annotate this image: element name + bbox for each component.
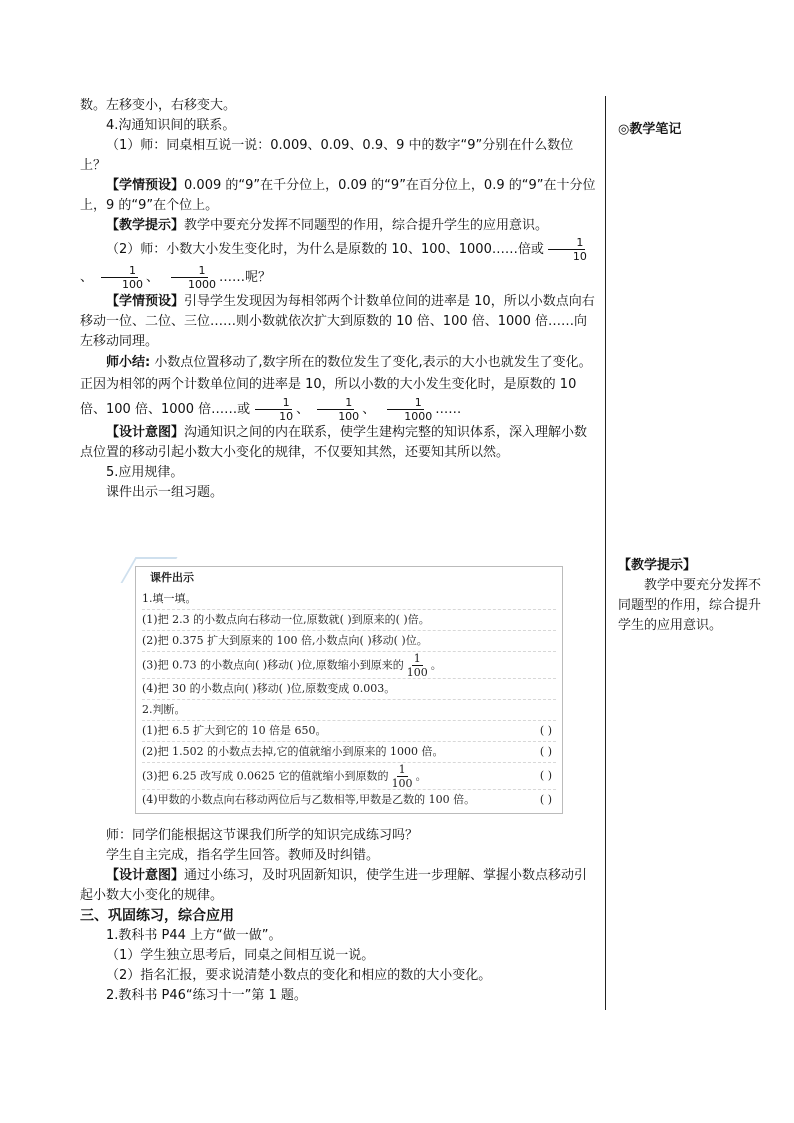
column-divider bbox=[605, 96, 606, 1010]
tag-label: 【学情预设】 bbox=[106, 294, 185, 309]
exercise-item: (3)把 6.25 改写成 0.0625 它的值就缩小到原数的 $\frac{1}{100}$ 。 ( ) bbox=[142, 763, 556, 790]
paragraph: 师：同学们能根据这节课我们所学的知识完成练习吗？ bbox=[106, 828, 419, 843]
fraction-1-10: $\frac{1}{10}$ bbox=[545, 236, 589, 263]
exercise-heading: 2.判断。 bbox=[142, 700, 556, 721]
courseware-tag: 课件出示 bbox=[146, 569, 198, 585]
side-tip-title: 【教学提示】 bbox=[618, 558, 697, 573]
answer-paren: ( ) bbox=[539, 724, 552, 737]
paragraph: 课件出示一组习题。 bbox=[106, 485, 224, 500]
paragraph: 【学情预设】引导学生发现因为每相邻两个计数单位间的进率是 10，所以小数点向右移动一位、二位、三位……则小数就依次扩大到原数的 10 倍、100 倍、1000 倍……向左移动同理。 bbox=[80, 294, 595, 349]
tag-label: 【教学提示】 bbox=[106, 218, 185, 233]
fraction-1-100: $\frac{1}{100}$ bbox=[310, 396, 361, 423]
paragraph: 【设计意图】通过小练习，及时巩固新知识，使学生进一步理解、掌握小数点移动引起小数大小变化的规律。 bbox=[80, 868, 588, 903]
exercise-item: (2)把 1.502 的小数点去掉,它的值就缩小到原来的 1000 倍。 ( ) bbox=[142, 742, 556, 763]
exercise-item: (4)甲数的小数点向右移动两位后与乙数相等,甲数是乙数的 100 倍。 ( ) bbox=[142, 790, 556, 810]
paragraph: 师小结: 小数点位置移动了,数字所在的数位发生了变化,表示的大小也就发生了变化。正因为相邻的两个计数单位间的进率是 10，所以小数的大小发生变化时，是原数的 10 倍、100 倍、1000 倍……或 $\frac{1}{10}$ 、 $\frac{1}{100}$ 、 $\frac{1}{1000}$ …… bbox=[80, 355, 592, 423]
exercise-item: (3)把 0.73 的小数点向( )移动( )位,原数缩小到原来的 $\frac{1}{100}$ 。 bbox=[142, 652, 556, 679]
paragraph: 数。左移变小，右移变大。 bbox=[80, 98, 237, 113]
paragraph: 4.沟通知识间的联系。 bbox=[106, 118, 236, 133]
tag-label: 【学情预设】 bbox=[106, 178, 185, 193]
exercise-lines bbox=[142, 589, 556, 810]
fraction-1-100: $\frac{1}{100}$ bbox=[406, 652, 428, 679]
fraction-1-100: $\frac{1}{100}$ bbox=[391, 763, 413, 790]
paragraph: 【教学提示】教学中要充分发挥不同题型的作用，综合提升学生的应用意识。 bbox=[106, 218, 549, 233]
side-teaching-tip bbox=[618, 556, 768, 636]
main-content-lower bbox=[80, 826, 598, 1006]
tag-label: 【设计意图】 bbox=[106, 425, 185, 440]
paragraph: 【学情预设】0.009 的“9”在千分位上，0.09 的“9”在百分位上，0.9 的“9”在十分位上，9 的“9”在个位上。 bbox=[80, 178, 596, 213]
paragraph: 5.应用规律。 bbox=[106, 465, 184, 480]
fraction-1-100: $\frac{1}{100}$ bbox=[94, 264, 145, 291]
section-heading: 三、巩固练习，综合应用 bbox=[80, 908, 234, 924]
paragraph: 【设计意图】沟通知识之间的内在联系，使学生建构完整的知识体系，深入理解小数点位置的移动引起小数大小变化的规律，不仅要知其然，还要知其所以然。 bbox=[80, 425, 588, 460]
tag-label: 师小结: bbox=[106, 355, 151, 370]
exercise-item: (4)把 30 的小数点向( )移动( )位,原数变成 0.003。 bbox=[142, 679, 556, 700]
courseware-exercise-box bbox=[135, 566, 563, 814]
paragraph: 1.教科书 P44 上方“做一做”。 bbox=[106, 928, 282, 943]
paragraph: 学生自主完成，指名学生回答。教师及时纠错。 bbox=[106, 848, 380, 863]
teaching-notes-label: ◎教学笔记 bbox=[618, 122, 682, 137]
paragraph: （2）师：小数大小发生变化时，为什么是原数的 10、100、1000……倍或 $\frac{1}{10}$ 、 $\frac{1}{100}$ 、 $\frac{1}{1000}$ ……呢？ bbox=[80, 236, 587, 291]
tag-label: 【设计意图】 bbox=[106, 868, 185, 883]
fraction-1-1000: $\frac{1}{1000}$ bbox=[376, 396, 434, 423]
fraction-1-1000: $\frac{1}{1000}$ bbox=[160, 264, 218, 291]
fraction-1-10: $\frac{1}{10}$ bbox=[251, 396, 295, 423]
exercise-item: (1)把 6.5 扩大到它的 10 倍是 650。 ( ) bbox=[142, 721, 556, 742]
answer-paren: ( ) bbox=[539, 793, 552, 806]
paragraph: 2.教科书 P46“练习十一”第 1 题。 bbox=[106, 988, 307, 1003]
side-tip-body: 教学中要充分发挥不同题型的作用，综合提升学生的应用意识。 bbox=[618, 578, 762, 633]
answer-paren: ( ) bbox=[539, 745, 552, 758]
paragraph: （1）学生独立思考后，同桌之间相互说一说。 bbox=[106, 948, 375, 963]
exercise-item: (2)把 0.375 扩大到原来的 100 倍,小数点向( )移动( )位。 bbox=[142, 631, 556, 652]
main-content bbox=[80, 96, 598, 503]
answer-paren: ( ) bbox=[539, 769, 552, 782]
exercise-heading: 1.填一填。 bbox=[142, 589, 556, 610]
paragraph: （2）指名汇报，要求说清楚小数点的变化和相应的数的大小变化。 bbox=[106, 968, 492, 983]
paragraph: （1）师：同桌相互说一说：0.009、0.09、0.9、9 中的数字“9”分别在什么数位上？ bbox=[80, 138, 574, 173]
exercise-item: (1)把 2.3 的小数点向右移动一位,原数就( )到原来的( )倍。 bbox=[142, 610, 556, 631]
